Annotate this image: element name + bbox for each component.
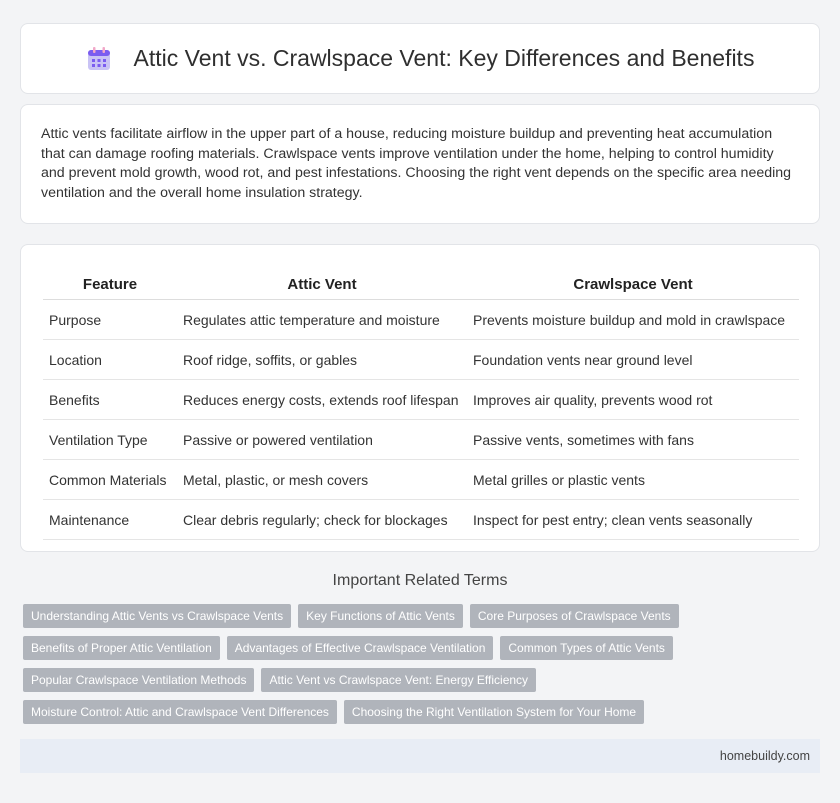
table-cell-feature: Maintenance [43, 500, 177, 540]
header-attic-vent: Attic Vent [177, 263, 467, 300]
table-cell-attic: Clear debris regularly; check for blockages [177, 500, 467, 540]
title-card [20, 23, 820, 94]
page-title: Attic Vent vs. Crawlspace Vent: Key Differences and Benefits [133, 45, 755, 71]
table-cell-crawlspace: Inspect for pest entry; clean vents seasonally [467, 500, 799, 540]
table-cell-feature: Benefits [43, 380, 177, 420]
table-cell-attic: Regulates attic temperature and moisture [177, 300, 467, 340]
table-cell-attic: Reduces energy costs, extends roof lifespan [177, 380, 467, 420]
table-cell-feature: Location [43, 340, 177, 380]
table-cell-crawlspace: Improves air quality, prevents wood rot [467, 380, 799, 420]
intro-text: Attic vents facilitate airflow in the upper part of a house, reducing moisture buildup and preventing heat accumulation that can damage roofing materials. Crawlspace vents improve ventilation under the home, helping to control humidity and prevent mold growth, wood rot, and pest infestations. Choosing the right vent depends on the specific area needing ventilation and the overall home insulation strategy. [41, 126, 792, 201]
tag-row [23, 604, 823, 628]
related-tag[interactable]: Choosing the Right Ventilation System for Your Home [344, 700, 644, 724]
header-feature: Feature [43, 263, 177, 300]
related-tag[interactable]: Benefits of Proper Attic Ventilation [23, 636, 220, 660]
table-cell-crawlspace: Metal grilles or plastic vents [467, 460, 799, 500]
table-row [43, 420, 799, 460]
table-cell-crawlspace: Prevents moisture buildup and mold in crawlspace [467, 300, 799, 340]
tag-row [23, 668, 823, 692]
header-crawlspace-vent: Crawlspace Vent [467, 263, 799, 300]
related-tag[interactable]: Key Functions of Attic Vents [298, 604, 463, 628]
table-cell-feature: Purpose [43, 300, 177, 340]
related-tag[interactable]: Attic Vent vs Crawlspace Vent: Energy Efficiency [261, 668, 536, 692]
table-cell-crawlspace: Foundation vents near ground level [467, 340, 799, 380]
table-cell-attic: Roof ridge, soffits, or gables [177, 340, 467, 380]
calendar-icon [86, 46, 112, 72]
comparison-table-card [20, 244, 820, 552]
tag-row [23, 636, 823, 660]
related-tag[interactable]: Common Types of Attic Vents [500, 636, 673, 660]
table-row [43, 300, 799, 340]
table-cell-attic: Passive or powered ventilation [177, 420, 467, 460]
related-tag[interactable]: Moisture Control: Attic and Crawlspace Vent Differences [23, 700, 337, 724]
table-row [43, 380, 799, 420]
related-tag[interactable]: Core Purposes of Crawlspace Vents [470, 604, 679, 628]
table-row [43, 340, 799, 380]
related-terms-title: Important Related Terms [332, 572, 508, 589]
table-row [43, 460, 799, 500]
table-cell-crawlspace: Passive vents, sometimes with fans [467, 420, 799, 460]
table-cell-feature: Common Materials [43, 460, 177, 500]
table-header-row [43, 263, 799, 300]
related-tag[interactable]: Popular Crawlspace Ventilation Methods [23, 668, 254, 692]
table-cell-feature: Ventilation Type [43, 420, 177, 460]
tag-row [23, 700, 823, 724]
intro-card [20, 104, 820, 224]
related-terms-tags [23, 604, 823, 732]
table-cell-attic: Metal, plastic, or mesh covers [177, 460, 467, 500]
table-row [43, 500, 799, 540]
related-tag[interactable]: Advantages of Effective Crawlspace Ventilation [227, 636, 494, 660]
related-tag[interactable]: Understanding Attic Vents vs Crawlspace Vents [23, 604, 291, 628]
footer-site-link[interactable]: homebuildy.com [719, 749, 810, 763]
footer [20, 739, 820, 773]
comparison-table [43, 263, 799, 540]
